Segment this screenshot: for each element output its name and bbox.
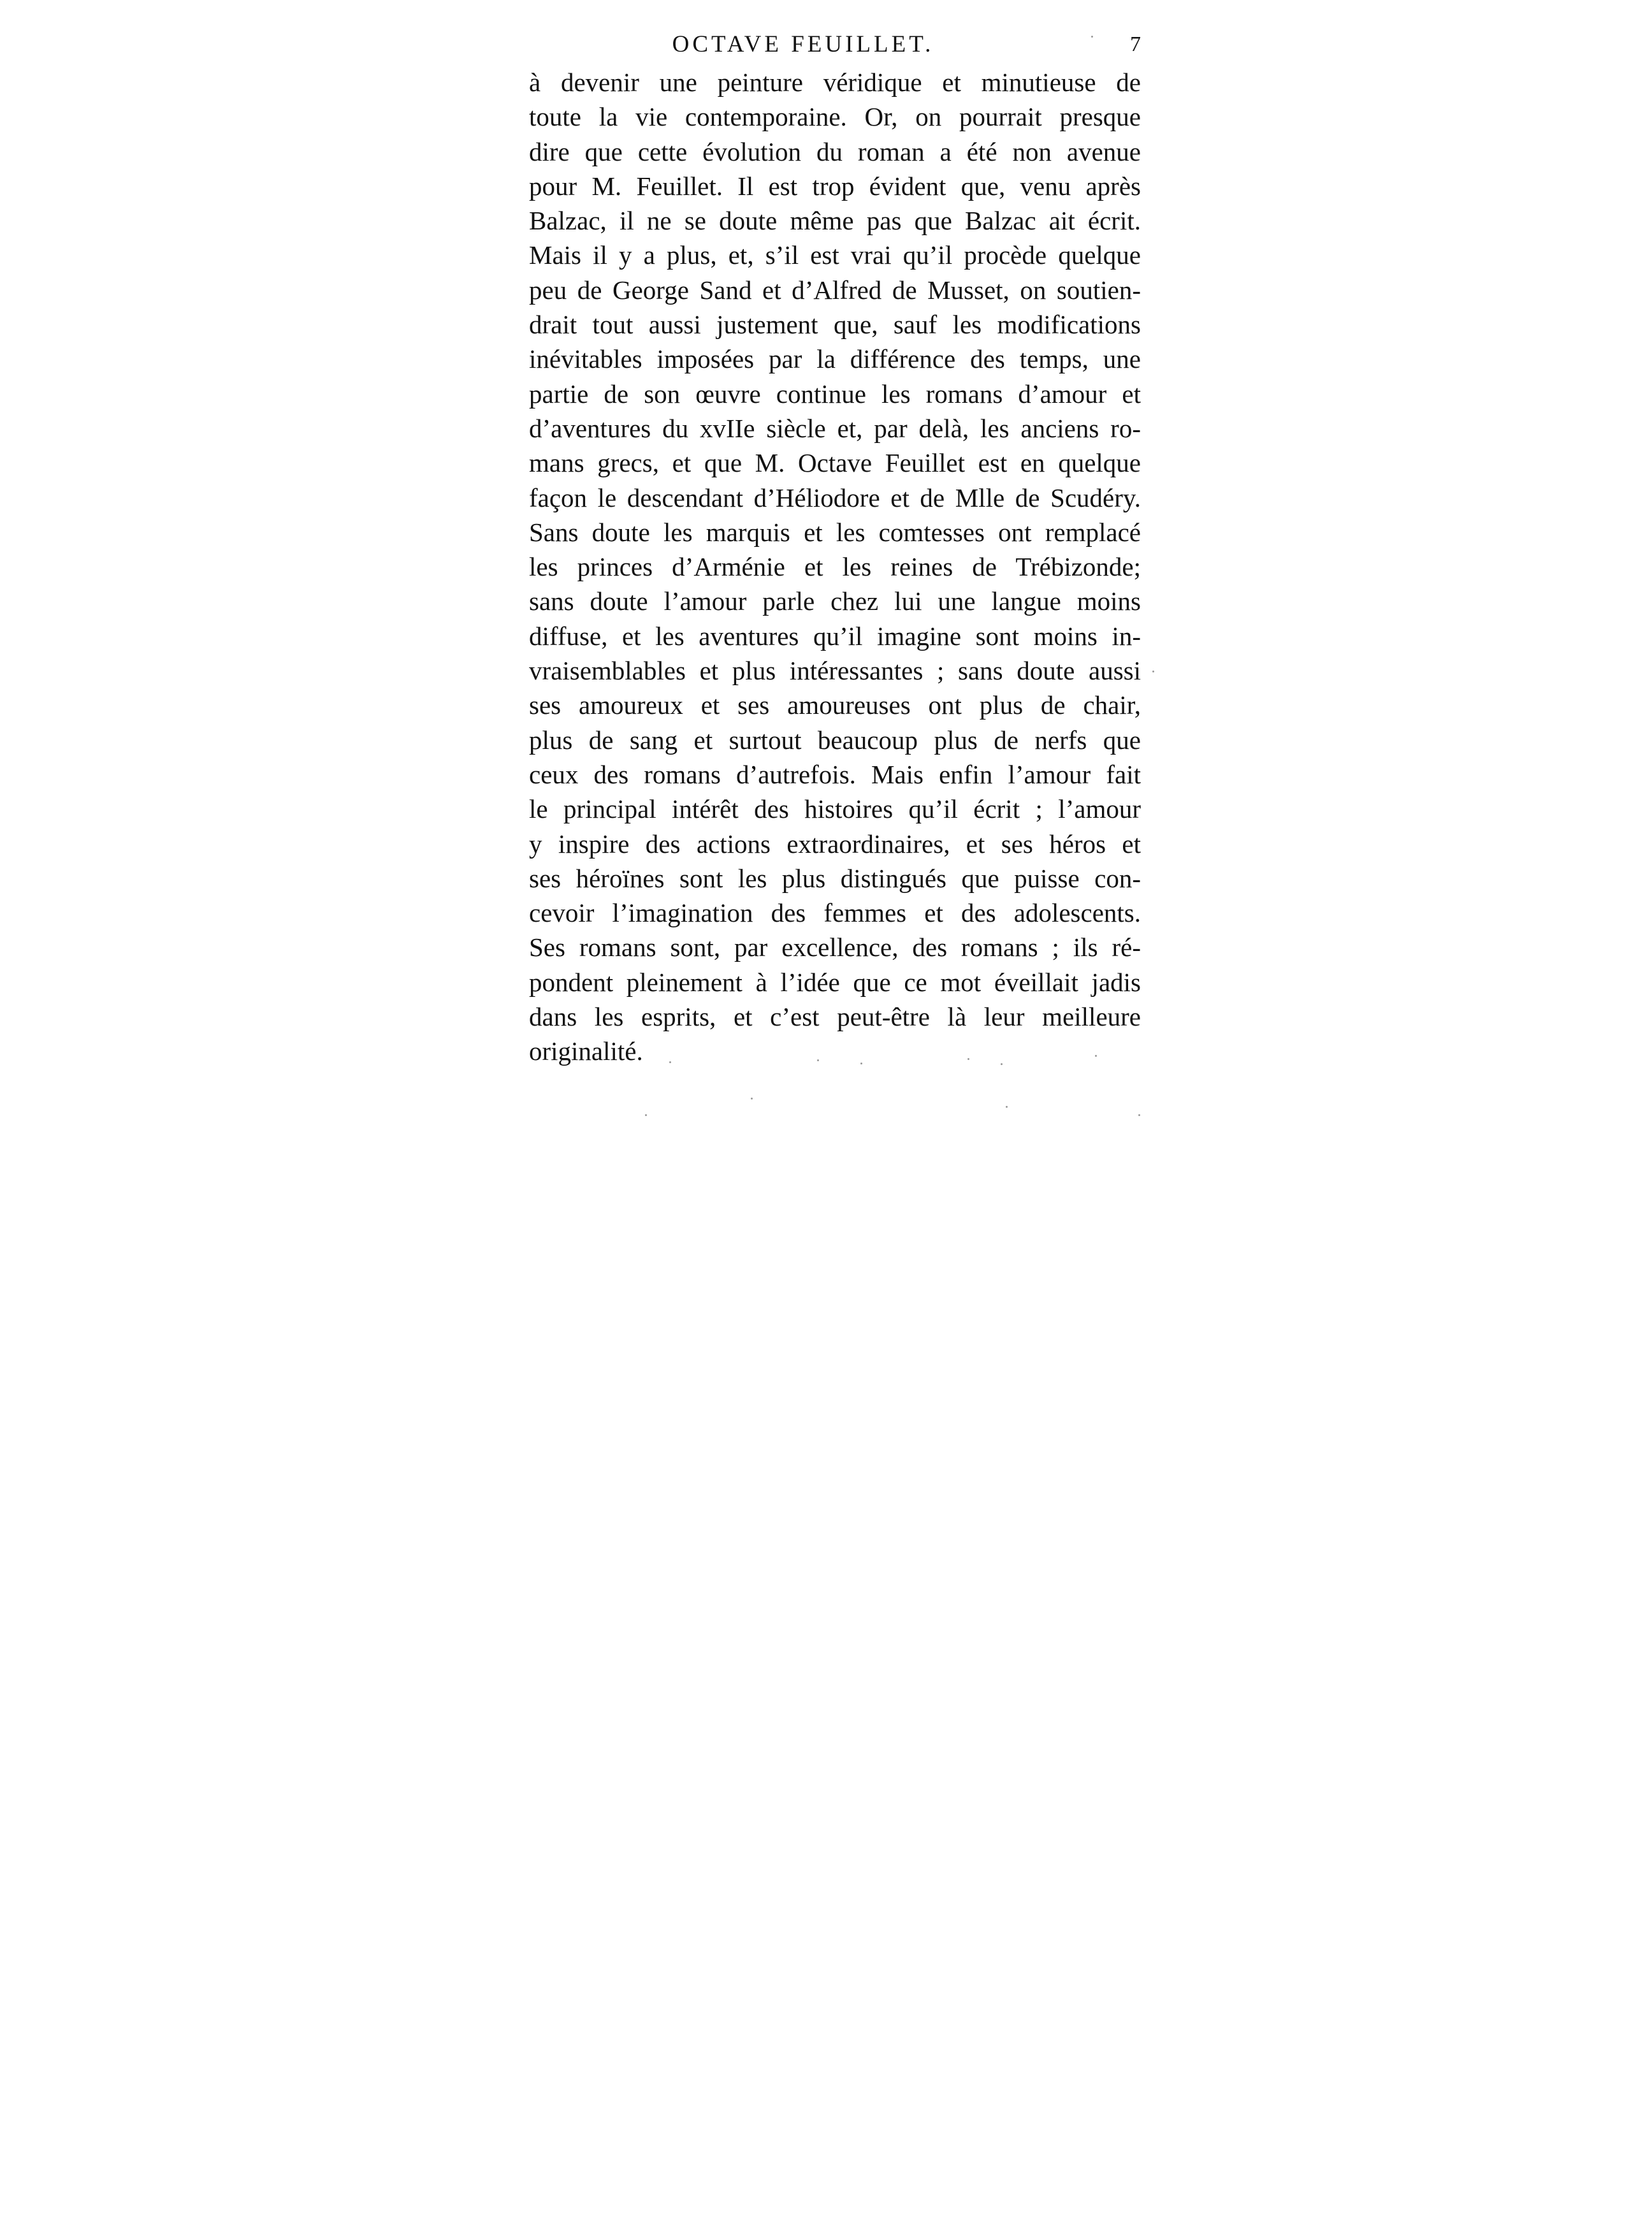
- text-line: Ses romans sont, par excellence, des romans ; ils ré-: [529, 933, 1141, 962]
- scan-speck: [967, 1058, 969, 1060]
- text-line: toute la vie contemporaine. Or, on pourrait presque: [529, 102, 1141, 132]
- text-line: diffuse, et les aventures qu’il imagine sont moins in-: [529, 621, 1141, 651]
- text-line: Mais il y a plus, et, s’il est vrai qu’il procède quelque: [529, 240, 1141, 270]
- text-line: originalité.: [529, 1036, 643, 1066]
- scan-speck: [1006, 1106, 1008, 1108]
- text-line: pour M. Feuillet. Il est trop évident que, venu après: [529, 171, 1141, 201]
- scan-speck: [817, 1059, 819, 1061]
- text-line: le principal intérêt des histoires qu’il écrit ; l’amour: [529, 794, 1141, 824]
- text-line: ses amoureux et ses amoureuses ont plus de chair,: [529, 690, 1141, 720]
- scan-speck: [1138, 1114, 1140, 1116]
- scan-speck: [1095, 1055, 1097, 1057]
- text-line: inévitables imposées par la différence des temps, une: [529, 344, 1141, 374]
- text-line: dans les esprits, et c’est peut-être là leur meilleure: [529, 1002, 1141, 1032]
- text-line: d’aventures du xvIIe siècle et, par delà, les anciens ro-: [529, 413, 1141, 443]
- scan-speck: [860, 1063, 862, 1064]
- text-line: les princes d’Arménie et les reines de Trébizonde;: [529, 552, 1141, 582]
- scan-speck: [1001, 1063, 1003, 1065]
- page-header: [529, 25, 1141, 64]
- text-line: mans grecs, et que M. Octave Feuillet est en quelque: [529, 448, 1141, 478]
- text-line: partie de son œuvre continue les romans d’amour et: [529, 379, 1141, 409]
- text-line: peu de George Sand et d’Alfred de Musset, on soutien-: [529, 275, 1141, 305]
- text-line: Sans doute les marquis et les comtesses ont remplacé: [529, 517, 1141, 547]
- scan-speck: [645, 1114, 647, 1116]
- text-line: plus de sang et surtout beaucoup plus de nerfs que: [529, 725, 1141, 755]
- running-title: OCTAVE FEUILLET.: [672, 31, 934, 57]
- text-line: Balzac, il ne se doute même pas que Balzac ait écrit.: [529, 206, 1141, 236]
- body-text: [529, 65, 1141, 1069]
- text-line: à devenir une peinture véridique et minutieuse de: [529, 68, 1141, 97]
- text-line: sans doute l’amour parle chez lui une langue moins: [529, 586, 1141, 616]
- scan-speck: [669, 1061, 671, 1063]
- text-line: façon le descendant d’Héliodore et de Mlle de Scudéry.: [529, 483, 1141, 512]
- text-line: drait tout aussi justement que, sauf les modifications: [529, 310, 1141, 340]
- scan-speck: [751, 1098, 753, 1100]
- text-line: ceux des romans d’autrefois. Mais enfin l’amour fait: [529, 759, 1141, 789]
- text-line: cevoir l’imagination des femmes et des adolescents.: [529, 898, 1141, 928]
- text-line: pondent pleinement à l’idée que ce mot éveillait jadis: [529, 967, 1141, 997]
- text-line: ses héroïnes sont les plus distingués que puisse con-: [529, 863, 1141, 893]
- text-line: dire que cette évolution du roman a été non avenue: [529, 136, 1141, 166]
- scan-speck: [1152, 671, 1154, 672]
- text-line: vraisemblables et plus intéressantes ; sans doute aussi: [529, 656, 1141, 686]
- text-line: y inspire des actions extraordinaires, et ses héros et: [529, 829, 1141, 859]
- scan-speck: [1091, 36, 1093, 38]
- page-number: 7: [1130, 33, 1141, 56]
